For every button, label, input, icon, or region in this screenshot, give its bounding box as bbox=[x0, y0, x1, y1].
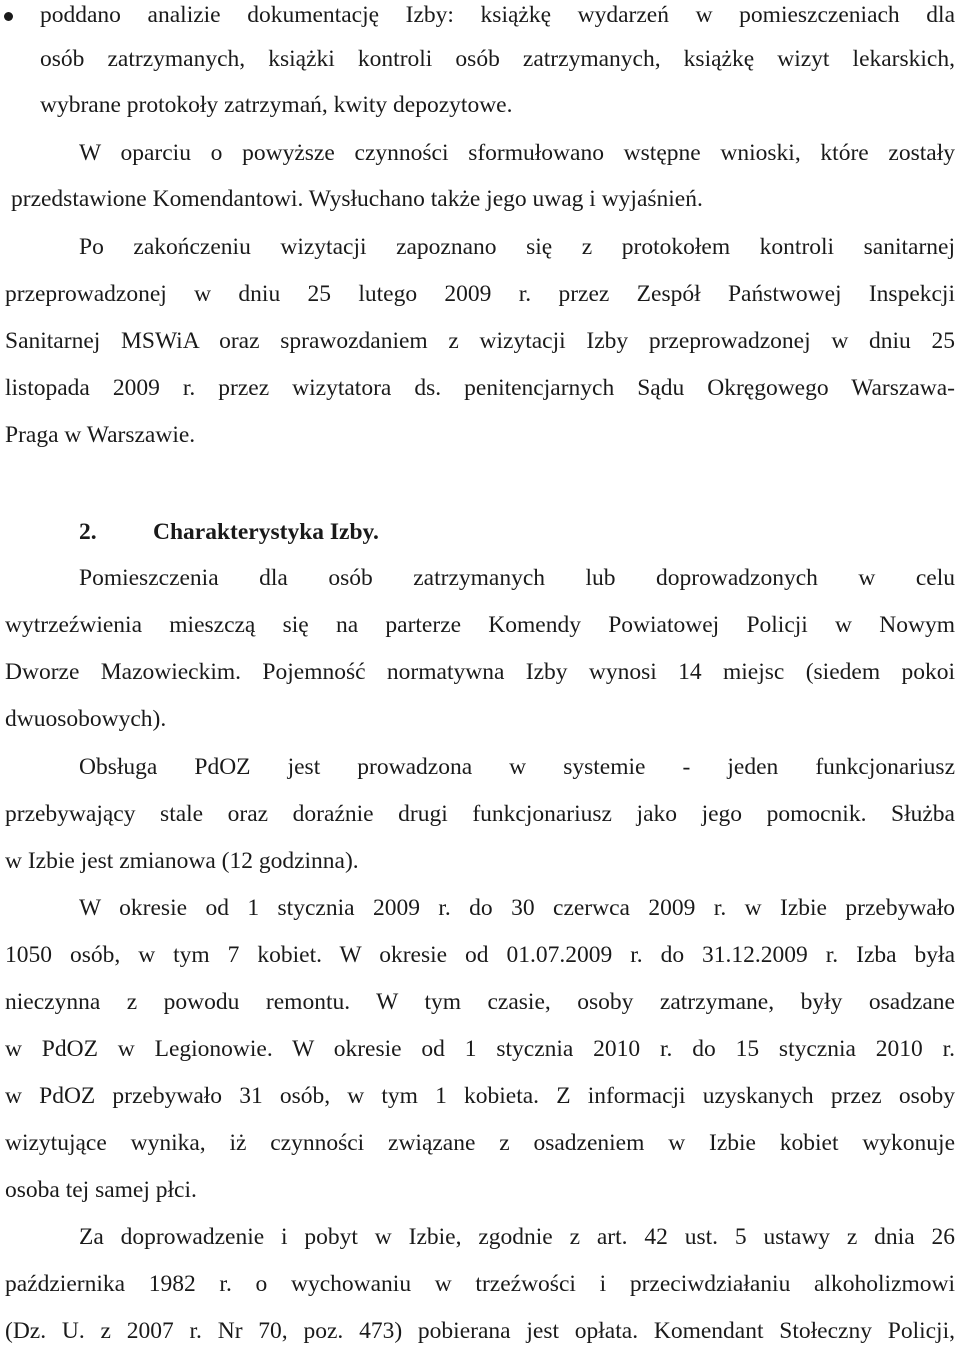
text-line: Dworze Mazowieckim. Pojemność normatywna Izby wynosi 14 miejsc (siedem pokoi bbox=[5, 659, 955, 685]
text-line: października 1982 r. o wychowaniu w trzeźwości i przeciwdziałaniu alkoholizmowi bbox=[5, 1271, 955, 1297]
text-line: przedstawione Komendantowi. Wysłuchano także jego uwag i wyjaśnień. bbox=[11, 186, 703, 212]
text-line: 1050 osób, w tym 7 kobiet. W okresie od 01.07.2009 r. do 31.12.2009 r. Izba była bbox=[5, 942, 955, 968]
text-line: (Dz. U. z 2007 r. Nr 70, poz. 473) pobierana jest opłata. Komendant Stołeczny Policji, bbox=[5, 1318, 955, 1344]
text-line: osoba tej samej płci. bbox=[5, 1177, 197, 1203]
text-line: przebywający stale oraz doraźnie drugi funkcjonariusz jako jego pomocnik. Służba bbox=[5, 801, 955, 827]
section-title: Charakterystyka Izby. bbox=[153, 519, 379, 545]
text-line: wybrane protokoły zatrzymań, kwity depozytowe. bbox=[40, 92, 513, 118]
text-line: nieczynna z powodu remontu. W tym czasie, osoby zatrzymane, były osadzane bbox=[5, 989, 955, 1015]
section-number: 2. bbox=[79, 519, 97, 545]
text-line: wizytujące wynika, iż czynności związane z osadzeniem w Izbie kobiet wykonuje bbox=[5, 1130, 955, 1156]
bullet-icon bbox=[4, 12, 13, 21]
text-line: przeprowadzonej w dniu 25 lutego 2009 r. przez Zespół Państwowej Inspekcji bbox=[5, 281, 955, 307]
text-line: w PdOZ w Legionowie. W okresie od 1 stycznia 2010 r. do 15 stycznia 2010 r. bbox=[5, 1036, 955, 1062]
text-line: Pomieszczenia dla osób zatrzymanych lub doprowadzonych w celu bbox=[79, 565, 955, 591]
text-line: Praga w Warszawie. bbox=[5, 422, 196, 448]
section-heading bbox=[79, 517, 379, 547]
text-line: dwuosobowych). bbox=[5, 706, 167, 732]
text-line: Po zakończeniu wizytacji zapoznano się z protokołem kontroli sanitarnej bbox=[79, 234, 955, 260]
text-line: W oparciu o powyższe czynności sformułowano wstępne wnioski, które zostały bbox=[79, 140, 955, 166]
text-line: W okresie od 1 stycznia 2009 r. do 30 czerwca 2009 r. w Izbie przebywało bbox=[79, 895, 955, 921]
text-line: w PdOZ przebywało 31 osób, w tym 1 kobieta. Z informacji uzyskanych przez osoby bbox=[5, 1083, 955, 1109]
text-line: listopada 2009 r. przez wizytatora ds. penitencjarnych Sądu Okręgowego Warszawa- bbox=[5, 375, 955, 401]
text-line: poddano analizie dokumentację Izby: książkę wydarzeń w pomieszczeniach dla bbox=[40, 2, 955, 28]
text-line: wytrzeźwienia mieszczą się na parterze Komendy Powiatowej Policji w Nowym bbox=[5, 612, 955, 638]
text-line: w Izbie jest zmianowa (12 godzinna). bbox=[5, 848, 359, 874]
text-line: osób zatrzymanych, książki kontroli osób zatrzymanych, książkę wizyt lekarskich, bbox=[40, 46, 955, 72]
text-line: Za doprowadzenie i pobyt w Izbie, zgodnie z art. 42 ust. 5 ustawy z dnia 26 bbox=[79, 1224, 955, 1250]
text-line: Obsługa PdOZ jest prowadzona w systemie - jeden funkcjonariusz bbox=[79, 754, 955, 780]
text-line: Sanitarnej MSWiA oraz sprawozdaniem z wizytacji Izby przeprowadzonej w dniu 25 bbox=[5, 328, 955, 354]
